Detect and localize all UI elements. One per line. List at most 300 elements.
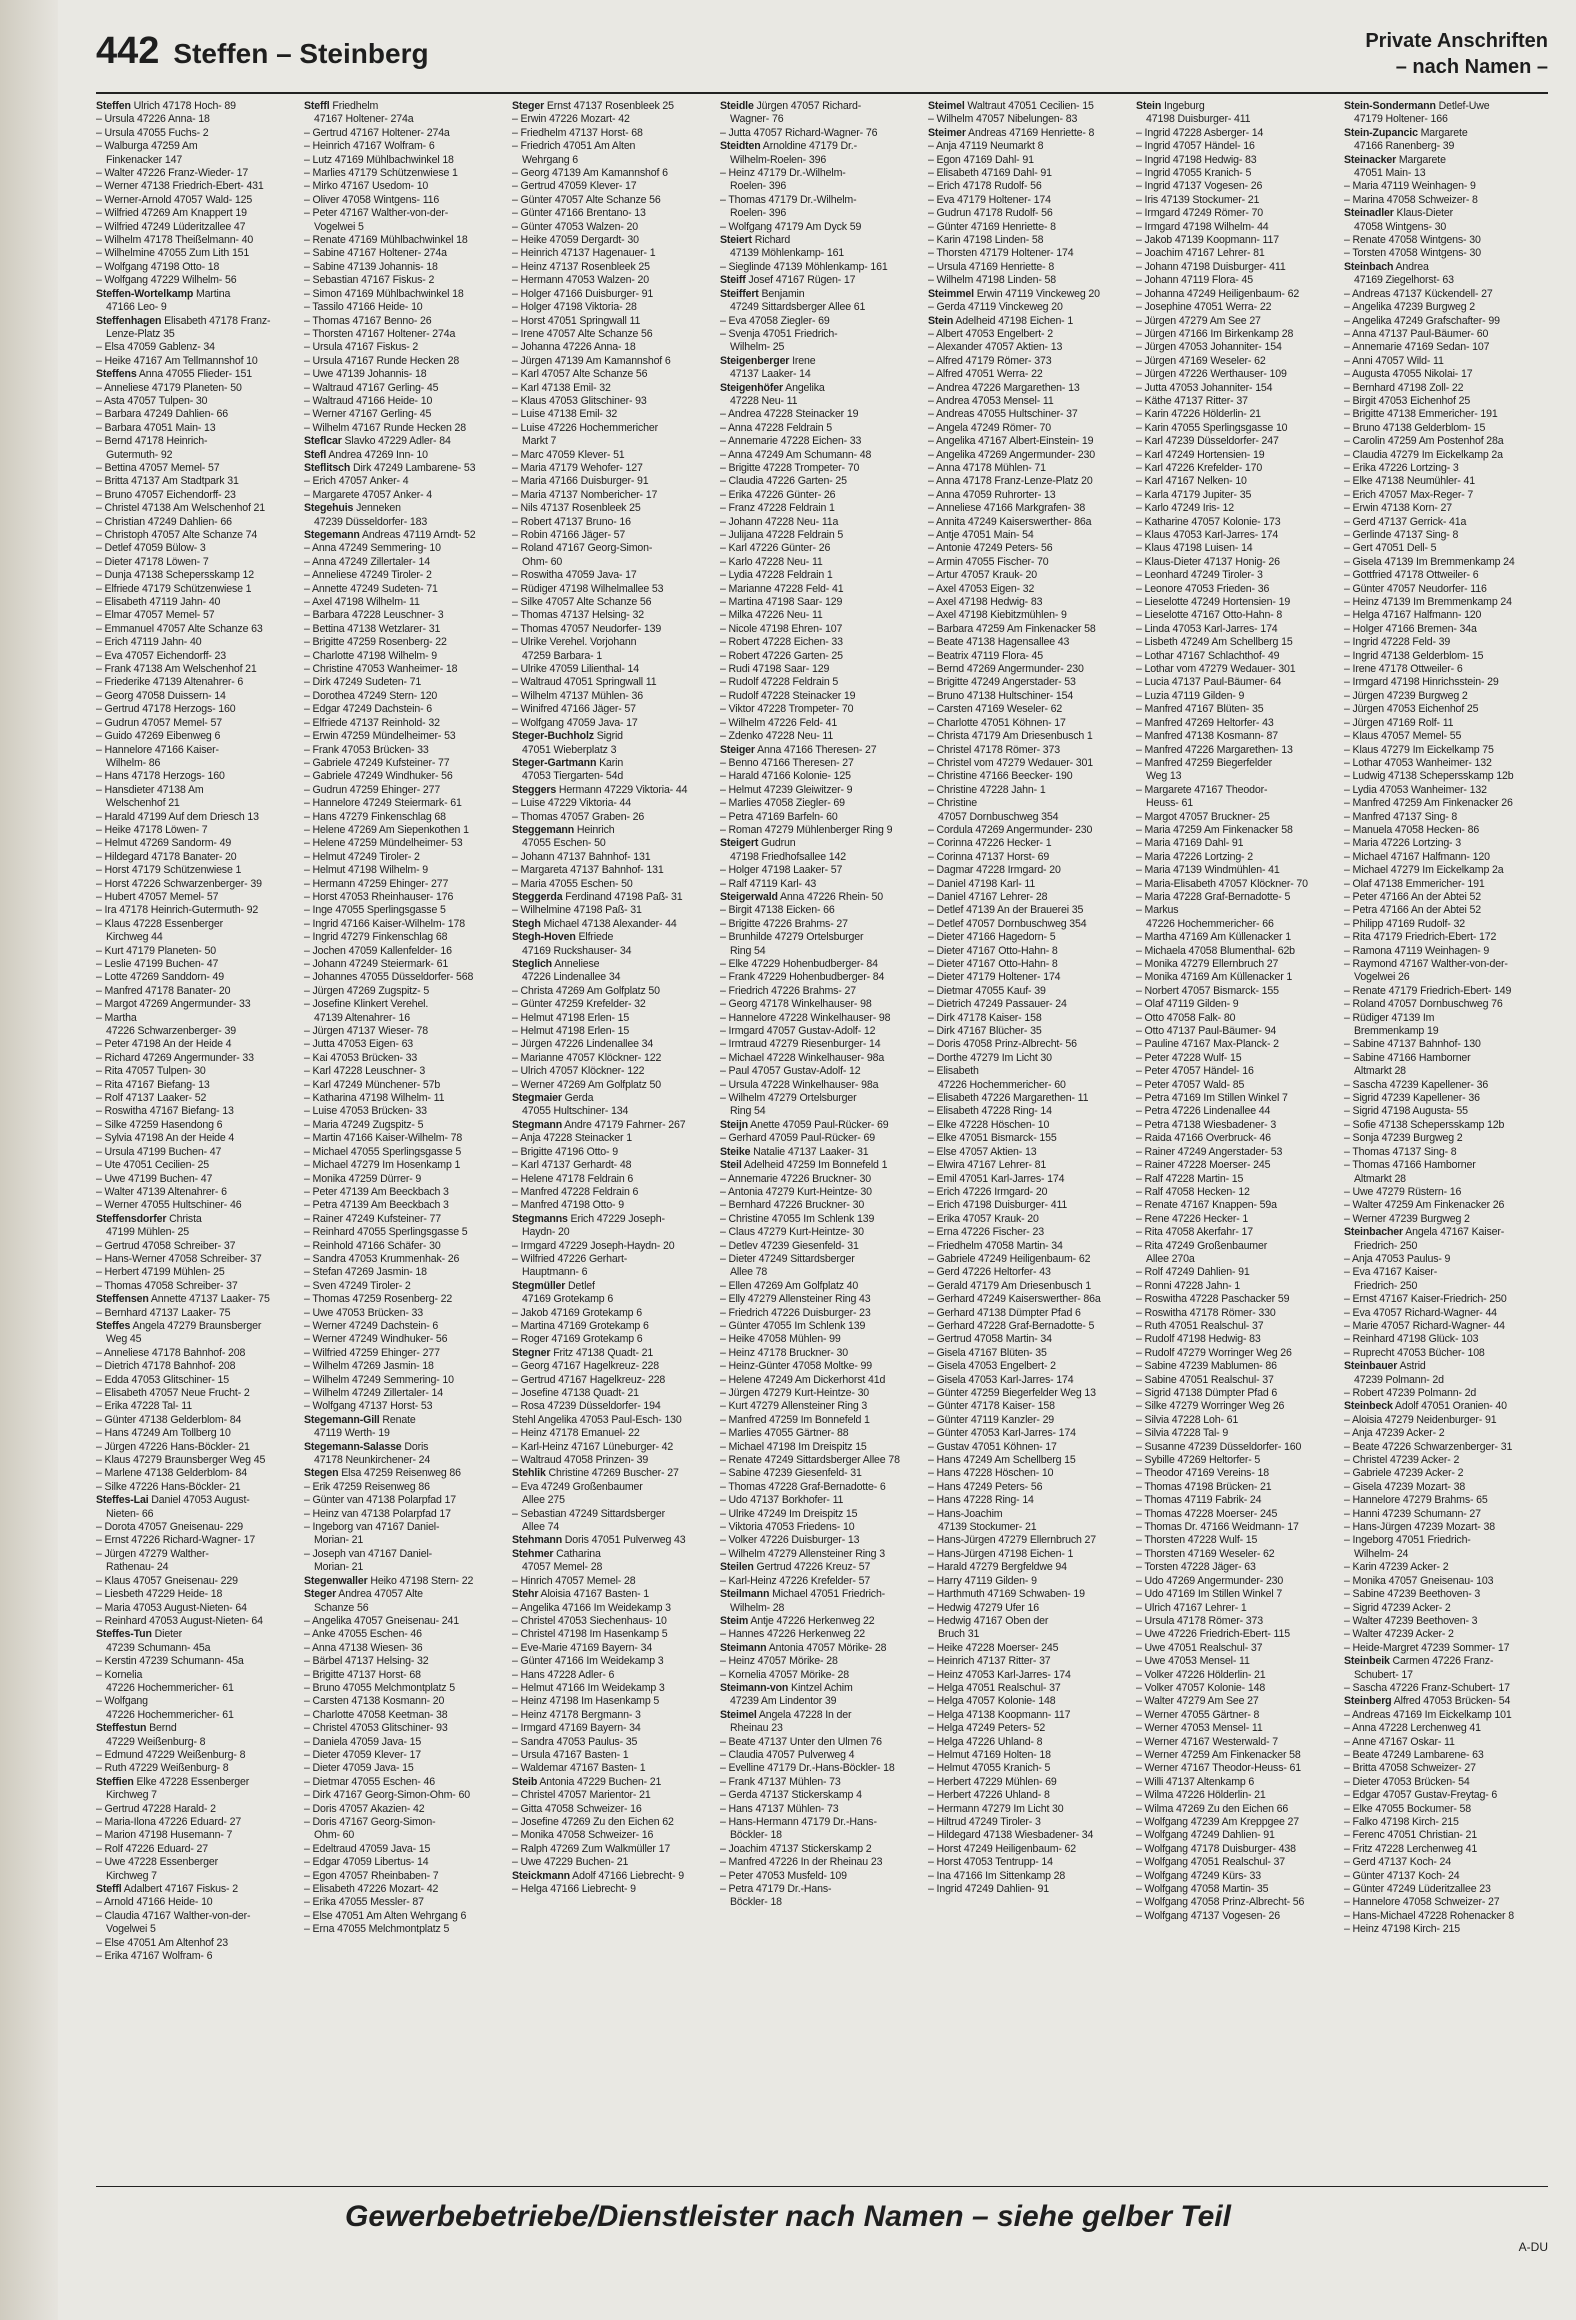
directory-entry: Steigert Gudrun [720,837,796,850]
directory-entry: – Gerald 47179 Am Driesenbusch 1 [928,1279,1092,1292]
directory-entry: 47239 Schumann- 45a [106,1641,211,1654]
directory-entry: – Peter 47057 Wald- 85 [1136,1078,1245,1091]
directory-entry: – Michael 47228 Winkelhauser- 98a [720,1051,885,1064]
directory-entry: – Wilma 47226 Hölderlin- 21 [1136,1789,1266,1802]
directory-entry: – Anneliese 47249 Tiroler- 2 [304,569,432,582]
page-header-left [96,30,429,73]
directory-entry: – Michael 47279 Im Hosenkamp 1 [304,1159,461,1172]
directory-entry: – Angelika 47166 Im Weidekamp 3 [512,1601,671,1614]
directory-entry: – Claudia 47167 Walther-von-der- [96,1909,251,1922]
directory-entry: – Irmgard 47169 Bayern- 34 [512,1722,641,1735]
directory-entry: – Luise 47053 Brücken- 33 [304,1105,427,1118]
directory-entry: – Dirk 47178 Kaiser- 158 [928,1011,1042,1024]
directory-entry: 47226 Hochemmericher- 60 [938,1078,1066,1091]
directory-entry: Weg 45 [106,1333,142,1346]
directory-entry: – Olaf 47119 Gilden- 9 [1136,998,1239,1011]
directory-entry: – Silvia 47228 Loh- 61 [1136,1413,1239,1426]
directory-entry: – Wolfgang 47249 Kürs- 33 [1136,1869,1262,1882]
directory-entry: – Silke 47226 Hans-Böckler- 21 [96,1480,241,1493]
directory-entry: – Heinz 47198 Im Hasenkamp 5 [512,1695,660,1708]
directory-entry: Steffestun Bernd [96,1722,177,1735]
directory-entry: Steickmann Adolf 47166 Liebrecht- 9 [512,1869,685,1882]
directory-entry: Steffens Anna 47055 Flieder- 151 [96,368,252,381]
directory-entry: – Barbara 47228 Leuschner- 3 [304,609,444,622]
directory-entry: – Thomas 47057 Graben- 26 [512,810,645,823]
directory-entry: Morian- 21 [314,1534,364,1547]
directory-entry: – Anneliese 47166 Markgrafen- 38 [928,502,1086,515]
directory-entry: – Else 47051 Am Alten Wehrgang 6 [304,1909,467,1922]
directory-entry: – Karin 47198 Linden- 58 [928,234,1044,247]
directory-entry: 47226 Hochemmericher- 61 [106,1708,234,1721]
directory-entry: – Jutta 47053 Eigen- 63 [304,1038,414,1051]
directory-entry: – Karlo 47249 Iris- 12 [1136,502,1234,515]
directory-entry: – Dieter 47167 Otto-Hahn- 8 [928,958,1058,970]
directory-entry: – Klaus 47057 Gneisenau- 229 [96,1574,238,1587]
directory-entry: Steigenhöfer Angelika [720,381,825,394]
directory-entry: – Silke 47057 Alte Schanze 56 [512,596,652,609]
directory-entry: 47139 Stockumer- 21 [938,1521,1037,1534]
directory-entry: – Dietrich 47249 Passauer- 24 [928,998,1067,1011]
directory-entry: Steimer Andreas 47169 Henriette- 8 [928,126,1095,139]
directory-entry: – Gisela 47167 Blüten- 35 [928,1346,1047,1359]
directory-entry: – Dorothea 47249 Stern- 120 [304,689,438,702]
directory-entry: – Karin 47226 Hölderlin- 21 [1136,408,1261,421]
directory-entry: – Eva 47179 Holtener- 174 [928,193,1051,206]
directory-entry: – Helmut 47055 Kranich- 5 [928,1762,1051,1775]
directory-entry: – Gertrud 47178 Herzogs- 160 [96,703,236,716]
directory-entry: Steflcar Slavko 47229 Adler- 84 [304,435,451,448]
directory-entry: – Helga 47051 Realschul- 37 [928,1681,1061,1694]
directory-entry: – Günter 47057 Neudorfer- 116 [1344,582,1487,595]
directory-entry: – Kurt 47279 Allensteiner Ring 3 [720,1400,868,1413]
directory-entry: – Ingeborg 47051 Friedrich- [1344,1534,1471,1547]
directory-entry: 47259 Barbara- 1 [522,649,603,662]
directory-entry: – Günter 47259 Krefelder- 32 [512,998,646,1011]
directory-entry: – Uwe 47228 Essenberger [96,1856,218,1869]
directory-entry: – Armin 47055 Fischer- 70 [928,555,1049,568]
directory-entry: – Jürgen 47269 Zugspitz- 5 [304,984,430,997]
directory-entry: – Gerda 47137 Stickerskamp 4 [720,1789,862,1802]
directory-entry: – Luzia 47119 Gilden- 9 [1136,689,1245,702]
directory-entry: Steilen Gertrud 47226 Kreuz- 57 [720,1561,871,1574]
directory-entry: – Thomas 47167 Benno- 26 [304,314,432,327]
directory-entry: – Friedrich 47226 Brahms- 27 [720,984,856,997]
directory-entry: 47179 Holtener- 166 [1354,113,1448,126]
directory-entry: – Dieter 47178 Löwen- 7 [96,555,209,568]
directory-entry: – Holger 47166 Bremen- 34a [1344,622,1477,635]
directory-entry: – Irmtraud 47279 Riesenburger- 14 [720,1038,881,1051]
directory-entry: 47226 Lindenallee 34 [522,971,621,984]
directory-entry: – Heinz 47057 Mörike- 28 [720,1655,838,1668]
directory-entry: – Eve-Marie 47169 Bayern- 34 [512,1641,653,1654]
directory-entry: – Bruno 47138 Gelderblom- 15 [1344,421,1486,434]
directory-entry: – Anne 47167 Oskar- 11 [1344,1735,1455,1748]
directory-entry: – Annette 47249 Sudeten- 71 [304,582,438,595]
directory-entry: – Rainer 47249 Angerstader- 53 [1136,1145,1283,1158]
directory-entry: – Brigitte 47249 Angerstader- 53 [928,676,1076,689]
directory-entry: – Monika 47279 Ellernbruch 27 [1136,958,1279,970]
directory-entry: – Marie 47057 Richard-Wagner- 44 [1344,1319,1505,1332]
directory-entry: – Sebastian 47167 Fiskus- 2 [304,274,435,287]
directory-entry: – Georg 47058 Duissern- 14 [96,689,226,702]
directory-entry: – Manuela 47058 Hecken- 86 [1344,823,1480,836]
directory-entry: 47226 Hochemmericher- 66 [1146,917,1274,930]
directory-entry: – Susanne 47239 Düsseldorfer- 160 [1136,1440,1302,1453]
directory-entry: – Bettina 47057 Memel- 57 [96,461,220,474]
listing-column [304,100,508,2180]
directory-entry: – Daniel 47198 Karl- 11 [928,877,1036,890]
directory-entry: – Antje 47051 Main- 54 [928,529,1034,541]
directory-entry: – Lothar 47167 Schlachthof- 49 [1136,649,1280,662]
directory-entry: – Elfriede 47137 Reinhold- 32 [304,716,440,729]
directory-entry: – Egon 47057 Rheinbaben- 7 [304,1869,439,1882]
directory-entry: – Dirk 47167 Georg-Simon-Ohm- 60 [304,1789,470,1802]
directory-entry: – Gisela 47239 Mozart- 38 [1344,1480,1466,1493]
directory-entry: – Gerhard 47138 Dümpter Pfad 6 [928,1306,1081,1319]
directory-entry: – Günter 47119 Kanzler- 29 [928,1413,1055,1426]
directory-entry: – Elisabeth 47226 Mozart- 42 [304,1883,439,1896]
directory-entry: – Bruno 47057 Eichendorff- 23 [96,488,236,501]
directory-entry: – Torsten 47228 Jäger- 63 [1136,1561,1256,1574]
directory-entry: – Johann 47249 Steiermark- 61 [304,958,449,970]
directory-entry: – Günter 47053 Walzen- 20 [512,220,639,233]
directory-entry: Steglich Anneliese [512,958,600,970]
directory-entry: – Monika 47057 Gneisenau- 103 [1344,1574,1494,1587]
directory-entry: – Gertrud 47059 Klever- 17 [512,180,637,193]
listing-column [512,100,716,2180]
directory-entry: Wilhelm- 28 [730,1601,785,1614]
directory-entry: Allee 74 [522,1521,560,1534]
directory-entry: – Walter 47239 Acker- 2 [1344,1628,1454,1641]
directory-entry: Steggemann Heinrich [512,823,615,836]
directory-entry: Steilmann Michael 47051 Friedrich- [720,1588,886,1601]
directory-entry: – Manfred 47137 Sing- 8 [1344,810,1458,823]
directory-entry: Stein-Zupancic Margarete [1344,126,1468,139]
directory-entry: – Andrea 47053 Mensel- 11 [928,394,1054,407]
directory-entry: – Elsa 47059 Gablenz- 34 [96,341,215,354]
directory-entry: – Claudia 47057 Pulverweg 4 [720,1748,855,1761]
directory-entry: Steinberg Alfred 47053 Brücken- 54 [1344,1695,1511,1708]
directory-entry: – Corinna 47226 Hecker- 1 [928,837,1052,850]
directory-entry: – Jürgen 47166 Im Birkenkamp 28 [1136,327,1294,340]
directory-entry: 47178 Neunkirchener- 24 [314,1454,431,1467]
directory-entry: – Dietmar 47055 Kauf- 39 [928,984,1046,997]
directory-entry: – Günter 47178 Kaiser- 158 [928,1400,1055,1413]
directory-entry: – Thomas 47166 Hamborner [1344,1159,1476,1172]
directory-entry: – Manfred 47259 Biegerfelder [1136,756,1272,769]
directory-entry: – Werner 47239 Burgweg 2 [1344,1212,1470,1225]
directory-entry: – Werner-Arnold 47057 Wald- 125 [96,193,253,206]
directory-entry: – Christel 47057 Marientor- 21 [512,1789,651,1802]
directory-entry: – Wilfried 47259 Ehinger- 277 [304,1346,440,1359]
directory-entry: – Gertrud 47058 Schreiber- 37 [96,1239,236,1252]
directory-entry: – Volker 47057 Kolonie- 148 [1136,1681,1266,1694]
directory-entry: – Sabine 47051 Realschul- 37 [1136,1373,1274,1386]
directory-entry: Stein Adelheid 47198 Eichen- 1 [928,314,1074,327]
header-divider [96,92,1548,94]
directory-entry: Stegemann-Salasse Doris [304,1440,429,1453]
directory-entry: Steigenberger Irene [720,354,816,367]
directory-entry: – Karl 47057 Alte Schanze 56 [512,368,648,381]
directory-entry: – Winifred 47166 Jäger- 57 [512,703,636,716]
directory-entry: – Josefine Klinkert Verehel. [304,998,429,1011]
directory-entry: – Rosa 47239 Düsseldorfer- 194 [512,1400,661,1413]
directory-entry: – Anke 47055 Eschen- 46 [304,1628,422,1641]
directory-entry: – Roswitha 47059 Java- 17 [512,569,637,582]
directory-entry: – Uwe 47053 Mensel- 11 [1136,1655,1250,1668]
directory-entry: Stegmaier Gerda [512,1092,594,1105]
directory-entry: – Else 47057 Aktien- 13 [928,1145,1037,1158]
directory-entry: – Ursula 47226 Anna- 18 [96,113,210,126]
directory-entry: – Silvia 47228 Tal- 9 [1136,1427,1229,1440]
directory-entry: – Werner 47269 Am Golfplatz 50 [512,1078,662,1091]
directory-entry: – Dunja 47138 Schepersskamp 12 [96,569,255,582]
directory-entry: – Gerhard 47228 Graf-Bernadotte- 5 [928,1319,1095,1332]
directory-entry: – Ralf 47058 Hecken- 12 [1136,1185,1250,1198]
footer-note: Gewerbebetriebe/Dienstleister nach Namen – siehe gelber Teil [345,2200,1231,2233]
directory-entry: Steffensen Annette 47137 Laaker- 75 [96,1293,270,1306]
directory-entry: – Martha [96,1011,137,1024]
directory-entry: – Claudia 47226 Garten- 25 [720,475,847,488]
directory-entry: – Hans-Hermann 47179 Dr.-Hans- [720,1816,877,1828]
directory-entry: – Walburga 47259 Am [96,140,198,153]
directory-entry: – Wolfgang 47178 Duisburger- 438 [1136,1842,1296,1855]
directory-entry: – Harald 47279 Bergfeldwe 94 [928,1561,1067,1574]
directory-entry: – Harald 47166 Kolonie- 125 [720,770,851,783]
directory-entry: Steimel Waltraut 47051 Cecilien- 15 [928,100,1094,112]
directory-entry: – Helmut 47269 Sandorm- 49 [96,837,232,850]
directory-entry: – Jürgen 47239 Burgweg 2 [1344,689,1468,702]
directory-entry: – Bernhard 47137 Laaker- 75 [96,1306,231,1319]
directory-entry: – Rudolf 47198 Hedwig- 83 [1136,1333,1261,1346]
directory-entry: – Peter 47167 Walther-von-der- [304,207,449,220]
directory-entry: – Elly 47279 Allensteiner Ring 43 [720,1293,871,1306]
directory-entry: 47239 Am Lindentor 39 [730,1695,837,1708]
directory-entry: – Jakob 47139 Koopmann- 117 [1136,234,1280,247]
directory-entry: – Sybille 47269 Heltorfer- 5 [1136,1454,1261,1467]
directory-entry: – Ursula 47228 Winkelhauser- 98a [720,1078,879,1091]
directory-entry: – Dieter 47167 Otto-Hahn- 8 [928,944,1058,957]
directory-entry: – Manfred 47259 Im Bonnefeld 1 [720,1413,870,1426]
directory-entry: Stegemann Andreas 47119 Arndt- 52 [304,529,476,541]
directory-entry: – Herbert 47199 Mühlen- 25 [96,1266,225,1279]
directory-entry: – Johann 47137 Bahnhof- 131 [512,850,651,863]
directory-entry: – Ingrid 47279 Finkenschlag 68 [304,931,448,944]
directory-entry: – Andreas 47169 Im Eickelkamp 101 [1344,1708,1512,1721]
directory-entry: – Elke 47055 Bockumer- 58 [1344,1802,1471,1815]
directory-entry: – Christine 47055 Im Schlenk 139 [720,1212,875,1225]
directory-entry: – Manfred 47228 Feldrain 6 [512,1185,639,1198]
directory-entry: – Uwe 47279 Rüstern- 16 [1344,1185,1462,1198]
directory-entry: – Wolfgang 47137 Vogesen- 26 [1136,1909,1281,1922]
directory-entry: – Günter 47166 Brentano- 13 [512,207,646,220]
directory-entry: – Waltraud 47058 Prinzen- 39 [512,1454,649,1467]
directory-entry: – Manfred 47138 Kosmann- 87 [1136,730,1279,743]
directory-entry: – Karl 47138 Emil- 32 [512,381,611,394]
directory-entry: – Erika 47226 Lortzing- 3 [1344,461,1459,474]
directory-entry: – Horst 47179 Schützenwiese 1 [96,864,242,877]
directory-entry: – Beate 47137 Unter den Ulmen 76 [720,1735,882,1748]
directory-entry: – Hermann 47279 Im Licht 30 [928,1802,1064,1815]
directory-entry: – Helene 47259 Mündelheimer- 53 [304,837,463,850]
directory-entry: – Günter 47166 Im Weidekamp 3 [512,1655,664,1668]
directory-entry: – Elke 47138 Neumühler- 41 [1344,475,1475,488]
directory-entry: – Jutta 47053 Johanniter- 154 [1136,381,1273,394]
directory-entry: – Ursula 47178 Römer- 373 [1136,1614,1263,1627]
directory-entry: – Jürgen 47279 Walther- [96,1547,209,1560]
directory-entry: – Reinhold 47166 Schäfer- 30 [304,1239,441,1252]
directory-entry: – Luise 47226 Hochemmericher [512,421,658,434]
directory-entry: – Rainer 47249 Kufsteiner- 77 [304,1212,441,1225]
section-subtitle: – nach Namen – [1395,56,1548,78]
directory-entry: – Maria 47179 Wehofer- 127 [512,461,643,474]
directory-entry: – Petra 47169 Im Stillen Winkel 7 [1136,1092,1288,1105]
directory-entry: – Jürgen 47226 Hans-Böckler- 21 [96,1440,250,1453]
directory-entry: – Robert 47239 Polmann- 2d [1344,1387,1477,1399]
directory-entry: – Irmgard 47198 Wilhelm- 44 [1136,220,1269,233]
directory-entry: – Thorsten 47179 Holtener- 174 [928,247,1074,260]
directory-entry: – Lydia 47053 Wanheimer- 132 [1344,783,1487,796]
directory-entry: – Irmgard 47229 Joseph-Haydn- 20 [512,1239,675,1252]
directory-entry: – Günter 47057 Alte Schanze 56 [512,193,661,206]
directory-entry: – Petra 47169 Barfeln- 60 [720,810,838,823]
directory-entry: – Karl 47249 Münchener- 57b [304,1078,441,1091]
directory-entry: – Josefine 47269 Zu den Eichen 62 [512,1816,674,1828]
directory-entry: – Elke 47228 Höschen- 10 [928,1118,1050,1131]
directory-entry: – Sandra 47053 Krummenhak- 26 [304,1252,460,1265]
directory-entry: – Ursula 47167 Basten- 1 [512,1748,629,1761]
directory-entry: – Hans-Jürgen 47279 Ellernbruch 27 [928,1534,1097,1547]
directory-entry: – Petra 47226 Lindenallee 44 [1136,1105,1271,1118]
directory-entry: – Karl 47228 Leuschner- 3 [304,1065,426,1078]
directory-entry: – Kai 47053 Brücken- 33 [304,1051,418,1064]
directory-entry: Steiffert Benjamin [720,287,805,300]
directory-entry: – Gertrud 47167 Hagelkreuz- 228 [512,1373,666,1386]
directory-entry: – Nicole 47198 Ehren- 107 [720,622,843,635]
directory-entry: – Roswitha 47228 Paschacker 59 [1136,1293,1290,1306]
directory-entry: – Peter 47139 Am Beeckbach 3 [304,1185,449,1198]
directory-entry: – Peter 47166 An der Abtei 52 [1344,890,1482,903]
directory-entry: – Horst 47053 Rheinhauser- 176 [304,890,454,903]
directory-entry: Bruch 31 [938,1628,980,1641]
directory-entry: – Sabine 47166 Hamborner [1344,1051,1471,1064]
directory-entry: – Günter 47137 Koch- 24 [1344,1869,1460,1882]
directory-entry: – Heinrich 47137 Hagenauer- 1 [512,247,656,260]
directory-entry: Steger-Buchholz Sigrid [512,730,623,743]
directory-entry: – Lieselotte 47249 Hortensien- 19 [1136,596,1291,609]
directory-entry: – Johanna 47249 Heiligenbaum- 62 [1136,287,1300,300]
directory-entry: – Edgar 47057 Gustav-Freytag- 6 [1344,1789,1498,1802]
directory-entry: – Eva 47057 Richard-Wagner- 44 [1344,1306,1497,1319]
directory-entry: 47055 Hultschiner- 134 [522,1105,629,1118]
directory-entry: – Wolfgang 47137 Horst- 53 [304,1400,433,1413]
directory-entry: – Rita 47057 Tulpen- 30 [96,1065,206,1078]
listing-column [720,100,924,2180]
directory-entry: Steib Antonia 47229 Buchen- 21 [512,1775,662,1788]
directory-entry: – Anna 47178 Mühlen- 71 [928,461,1046,474]
directory-entry: – Tassilo 47166 Heide- 10 [304,301,423,314]
directory-entry: – Bruno 47055 Melchmontplatz 5 [304,1681,455,1694]
directory-entry: – Ingrid 47228 Feld- 39 [1344,636,1451,649]
directory-entry: – Markus [1136,904,1179,917]
directory-entry: – Hans 47178 Herzogs- 160 [96,770,225,783]
directory-entry: – Gottfried 47178 Ottweiler- 6 [1344,569,1479,582]
directory-entry: – Anja 47119 Neumarkt 8 [928,140,1044,153]
directory-entry: 47239 Polmann- 2d [1354,1373,1444,1386]
directory-entry: – Erwin 47138 Korn- 27 [1344,502,1453,515]
directory-entry: – Linda 47053 Karl-Jarres- 174 [1136,622,1278,635]
directory-entry: – Gisela 47139 Im Bremmenkamp 24 [1344,555,1515,568]
directory-entry: – Emmanuel 47057 Alte Schanze 63 [96,622,263,635]
directory-entry: Allee 275 [522,1494,565,1507]
directory-entry: – Hannelore 47058 Schweizer- 27 [1344,1896,1500,1909]
directory-entry: Steinacker Margarete [1344,153,1446,166]
directory-entry: Steijn Anette 47059 Paul-Rücker- 69 [720,1118,889,1131]
directory-entry: – Hermann 47259 Ehinger- 277 [304,877,449,890]
directory-entry: – Michael 47198 Im Dreispitz 15 [720,1440,867,1453]
directory-entry: – Lotte 47269 Sanddorn- 49 [96,971,225,984]
directory-entry: – Lucia 47137 Paul-Bäumer- 64 [1136,676,1282,689]
directory-entry: – Anna 47249 Am Schumann- 48 [720,448,872,461]
directory-entry: – Aloisia 47279 Neidenburger- 91 [1344,1413,1497,1426]
directory-entry: – Klaus 47053 Glitschiner- 93 [512,394,647,407]
directory-entry: – Eva 47167 Kaiser- [1344,1266,1438,1279]
directory-entry: – Josefine 47138 Quadt- 21 [512,1387,639,1399]
directory-entry: – Maria 47228 Graf-Bernadotte- 5 [1136,890,1291,903]
directory-entry: – Gertrud 47058 Martin- 34 [928,1333,1052,1346]
directory-entry: – Heinrich 47167 Wolfram- 6 [304,140,435,153]
directory-entry: – Werner 47167 Gerling- 45 [304,408,432,421]
directory-entry: – Katharine 47057 Kolonie- 173 [1136,515,1281,528]
directory-entry: – Anja 47239 Acker- 2 [1344,1427,1445,1440]
directory-entry: – Jürgen 47279 Am See 27 [1136,314,1261,327]
directory-entry: – Georg 47167 Hagelkreuz- 228 [512,1360,660,1373]
directory-entry: – Helmut 47198 Wilhelm- 9 [304,864,429,877]
directory-entry: Wilhelm-Roelen- 396 [730,153,827,166]
directory-entry: – Günter van 47138 Polarpfad 17 [304,1494,457,1507]
directory-entry: – Bettina 47138 Wetzlarer- 31 [304,622,441,635]
directory-entry: – Marlies 47058 Ziegler- 69 [720,797,845,810]
directory-entry: – Ellen 47269 Am Golfplatz 40 [720,1279,859,1292]
directory-entry: – Christel 47198 Im Hasenkamp 5 [512,1628,668,1641]
directory-entry: – Renate 47169 Mühlbachwinkel 18 [304,234,468,247]
directory-entry: Steinbauer Astrid [1344,1360,1426,1373]
directory-entry: – Herbert 47229 Mühlen- 69 [928,1775,1057,1788]
directory-entry: Wagner- 76 [730,113,784,126]
directory-entry: – Wilhelm 47167 Runde Hecken 28 [304,421,467,434]
directory-entry: – Gertrud 47167 Holtener- 274a [304,126,450,139]
directory-entry: Böckler- 18 [730,1896,782,1909]
directory-entry: Haydn- 20 [522,1226,570,1239]
directory-entry: – Augusta 47055 Nikolai- 17 [1344,368,1473,381]
directory-entry: – Elisabeth 47169 Dahl- 91 [928,167,1052,180]
directory-entry: Stehmer Catharina [512,1547,601,1560]
directory-entry: – Peter 47053 Musfeld- 109 [720,1869,847,1882]
directory-entry: – Heinz van 47138 Polarpfad 17 [304,1507,451,1520]
directory-entry: Bremmenkamp 19 [1354,1025,1439,1038]
directory-entry: – Werner 47055 Gärtner- 8 [1136,1708,1260,1721]
directory-entry: – Michael 47055 Sperlingsgasse 5 [304,1145,462,1158]
directory-entry: – Werner 47167 Westerwald- 7 [1136,1735,1279,1748]
directory-entry: – Gerhard 47059 Paul-Rücker- 69 [720,1132,875,1145]
directory-entry: Steffes Angela 47279 Braunsberger [96,1319,262,1332]
directory-entry: – Guido 47269 Eibenweg 6 [96,730,221,743]
directory-entry: 47137 Laaker- 14 [730,368,811,381]
directory-entry: – Viktoria 47053 Friedens- 10 [720,1521,855,1534]
directory-entry: – Annemarie 47169 Sedan- 107 [1344,341,1490,354]
directory-entry: – Manfred 47226 Margarethen- 13 [1136,743,1293,756]
directory-entry: – Lutz 47169 Mühlbachwinkel 18 [304,153,454,166]
